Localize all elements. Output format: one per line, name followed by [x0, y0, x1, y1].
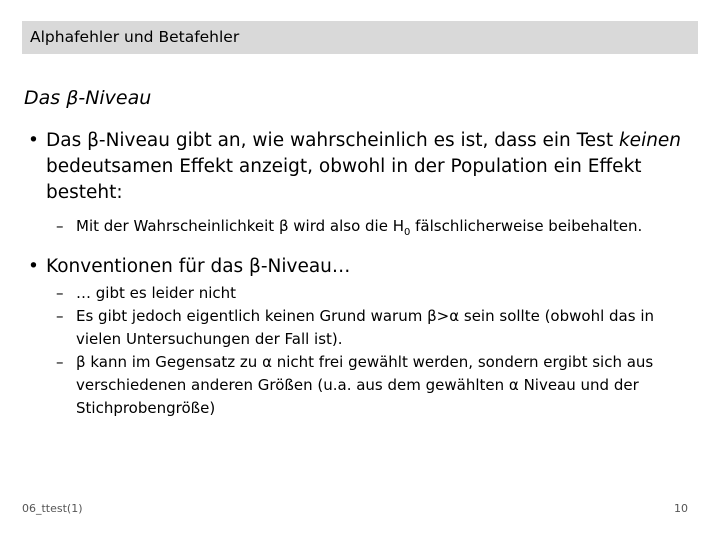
subbullet-mark: –	[56, 284, 64, 302]
footer-filename: 06_ttest(1)	[22, 502, 83, 515]
subbullet-text: … gibt es leider nicht	[76, 284, 236, 302]
subbullet-h0-retained	[56, 215, 706, 244]
slide-title: Das β-Niveau	[24, 87, 152, 109]
subbullet-text-part1: Mit der Wahrscheinlichkeit β wird also die H	[76, 217, 404, 235]
subbullet-beta-not-chosen	[56, 351, 696, 420]
bullet-text-part1: Das β-Niveau gibt an, wie wahrscheinlich es ist, dass ein Test	[46, 130, 619, 151]
bullet-emphasis: keinen	[618, 130, 682, 151]
bullet-beta-definition	[28, 128, 700, 206]
bullet-conventions	[28, 254, 700, 280]
bullet-mark: •	[28, 256, 39, 277]
page-number: 10	[674, 502, 688, 515]
header-bar	[22, 21, 698, 54]
subbullet-text: β kann im Gegensatz zu α nicht frei gewählt werden, sondern ergibt sich aus verschiedenen anderen Größen (u.a. aus dem gewählten α Niveau und der Stichprobengröße)	[76, 353, 654, 417]
subbullet-none	[56, 282, 696, 305]
subbullet-mark: –	[56, 353, 64, 371]
subbullet-no-reason	[56, 305, 696, 351]
bullet-mark: •	[28, 130, 39, 151]
header-title: Alphafehler und Betafehler	[30, 28, 240, 46]
subbullet-text: Es gibt jedoch eigentlich keinen Grund warum β>α sein sollte (obwohl das in vielen Untersuchungen der Fall ist).	[76, 307, 654, 348]
subbullet-mark: –	[56, 307, 64, 325]
subbullet-text-part2: fälschlicherweise beibehalten.	[410, 217, 643, 235]
bullet-text	[46, 128, 700, 206]
bullet-text: Konventionen für das β-Niveau…	[46, 256, 351, 277]
bullet-text-part2: bedeutsamen Effekt anzeigt, obwohl in der Population ein Effekt besteht:	[46, 156, 642, 203]
subbullet-text	[76, 215, 706, 244]
subbullet-mark: –	[56, 217, 64, 235]
subscript-zero: 0	[404, 227, 411, 238]
